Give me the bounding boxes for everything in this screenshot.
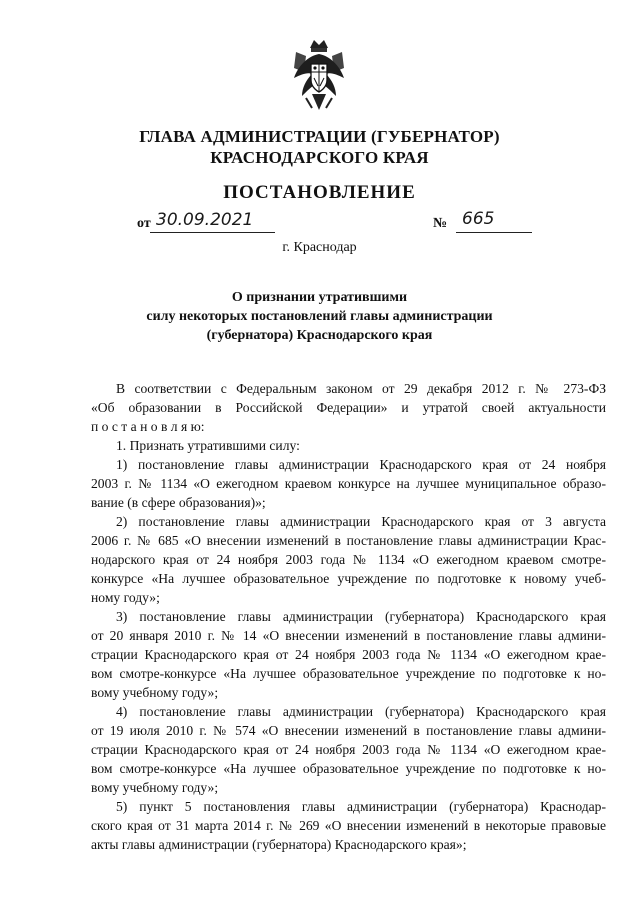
number-underline bbox=[456, 232, 532, 233]
issuer-title-line1: ГЛАВА АДМИНИСТРАЦИИ (ГУБЕРНАТОР) bbox=[139, 127, 500, 146]
document-type: ПОСТАНОВЛЕНИЕ bbox=[223, 182, 416, 203]
body-text-line: нодарского края от 24 ноября 2003 года № 1134 «О ежегодном краевом смотре- bbox=[91, 552, 606, 567]
body-text-line: 5) пункт 5 постановления главы администрации (губернатора) Краснодар- bbox=[116, 799, 606, 814]
body-text-line: 1. Признать утратившими силу: bbox=[116, 438, 300, 453]
body-text-line: вание (в сфере образования)»; bbox=[91, 495, 266, 510]
body-text-line: 2003 г. № 1134 «О ежегодном краевом конкурсе на лучшее муниципальное образо- bbox=[91, 476, 606, 491]
body-text-line: вому учебному году»; bbox=[91, 780, 219, 795]
document-title-line2: силу некоторых постановлений главы администрации bbox=[146, 309, 493, 324]
document-title-line1: О признании утратившими bbox=[231, 290, 408, 305]
body-text-line: страции Краснодарского края от 24 ноября 2003 года № 1134 «О ежегодном крае- bbox=[91, 647, 606, 662]
body-text-line: страции Краснодарского края от 24 ноября 2003 года № 1134 «О ежегодном крае- bbox=[91, 742, 606, 757]
body-text-line: конкурсе «На лучшее образовательное учреждение по подготовке к новому учеб- bbox=[91, 571, 606, 586]
city: г. Краснодар bbox=[282, 240, 357, 255]
body-text-line: от 19 июля 2010 г. № 574 «О внесении изменений в постановление главы админи- bbox=[91, 723, 606, 738]
body-text-line: вом смотре-конкурсе «На лучшее образовательное учреждение по подготовке к но- bbox=[91, 761, 606, 776]
body-text-line: акты главы администрации (губернатора) Краснодарского края»; bbox=[91, 837, 467, 852]
body-text-line: «Об образовании в Российской Федерации» и утратой своей актуальности bbox=[91, 400, 606, 415]
body-text-line: В соответствии с Федеральным законом от 29 декабря 2012 г. № 273-ФЗ bbox=[116, 381, 606, 396]
issuer-title-line2: КРАСНОДАРСКОГО КРАЯ bbox=[210, 148, 429, 167]
body-text-line: 3) постановление главы администрации (губернатора) Краснодарского края bbox=[116, 609, 606, 624]
number-label: № bbox=[433, 216, 448, 231]
body-text-line: ному году»; bbox=[91, 590, 160, 605]
body-text-line: 1) постановление главы администрации Краснодарского края от 24 ноября bbox=[116, 457, 606, 472]
body-text-line: от 20 января 2010 г. № 14 «О внесении изменений в постановление главы админи- bbox=[91, 628, 606, 643]
document-title-line3: (губернатора) Краснодарского края bbox=[206, 328, 433, 343]
body-text-line: 2006 г. № 685 «О внесении изменений в постановление главы администрации Крас- bbox=[91, 533, 606, 548]
body-text-line: п о с т а н о в л я ю: bbox=[91, 419, 205, 434]
date-label: от bbox=[137, 216, 151, 231]
document-number: 665 bbox=[462, 209, 495, 229]
document-date: 30.09.2021 bbox=[156, 210, 254, 230]
body-text-line: вому учебному году»; bbox=[91, 685, 219, 700]
body-text-line: ского края от 31 марта 2014 г. № 269 «О внесении изменений в некоторые правовые bbox=[91, 818, 606, 833]
body-text-line: 4) постановление главы администрации (губернатора) Краснодарского края bbox=[116, 704, 606, 719]
body-text-line: 2) постановление главы администрации Краснодарского края от 3 августа bbox=[116, 514, 606, 529]
date-underline bbox=[150, 232, 275, 233]
coat-of-arms-icon bbox=[288, 38, 350, 114]
document-body bbox=[91, 379, 606, 854]
body-text-line: вом смотре-конкурсе «На лучшее образовательное учреждение по подготовке к но- bbox=[91, 666, 606, 681]
